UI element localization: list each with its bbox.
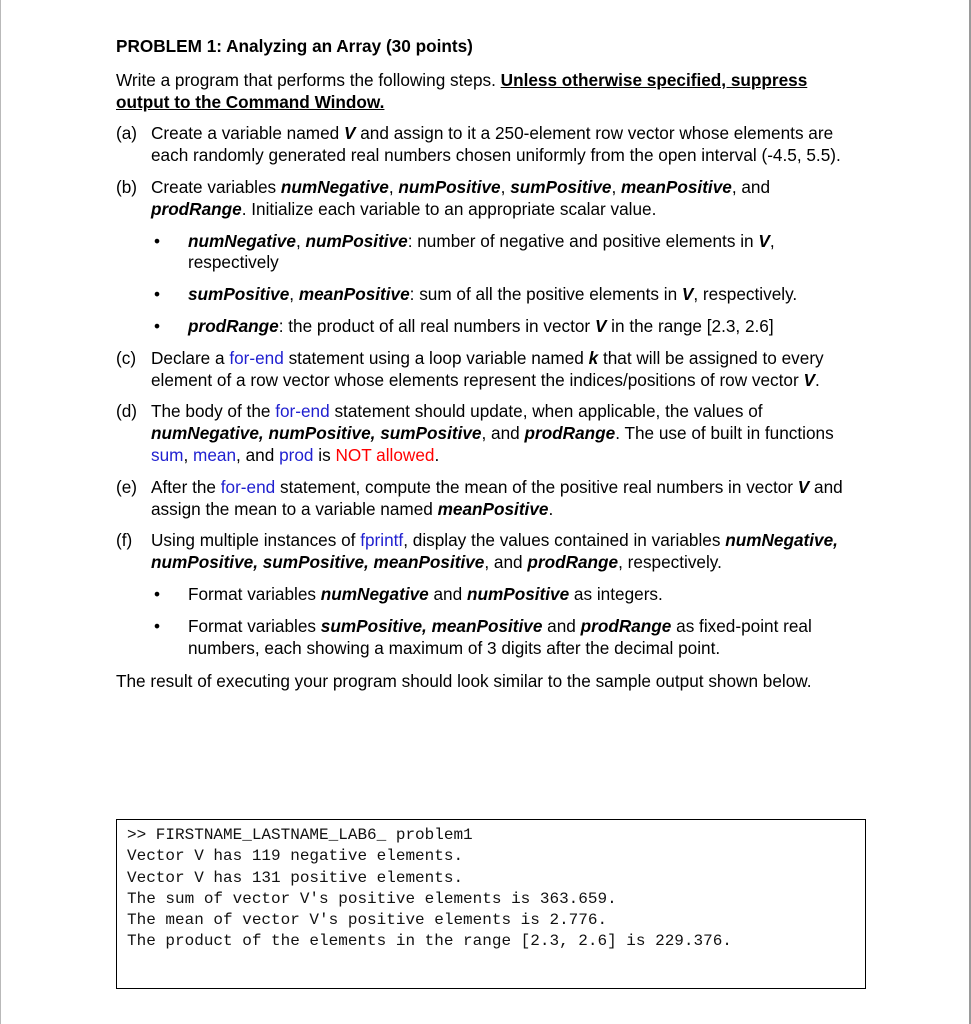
console-line: Vector V has 119 negative elements. bbox=[127, 847, 464, 866]
bullet-icon: • bbox=[154, 615, 161, 636]
closing-paragraph: The result of executing your program should look similar to the sample output shown below. bbox=[116, 671, 812, 692]
step-a: (a) Create a variable named V and assign to it a 250-element row vector whose elements are each randomly generated real numbers chosen uniformly from the open interval (-4.5, 5.5). bbox=[116, 123, 841, 166]
problem-title: PROBLEM 1: Analyzing an Array (30 points) bbox=[116, 36, 473, 56]
for-end-keyword: for-end bbox=[275, 401, 330, 422]
bullet-item: • sumPositive, meanPositive: sum of all the positive elements in V, respectively. bbox=[154, 284, 798, 305]
console-line: The mean of vector V's positive elements is 2.776. bbox=[127, 911, 608, 930]
console-line: The product of the elements in the range [2.3, 2.6] is 229.376. bbox=[127, 932, 732, 951]
bullet-icon: • bbox=[154, 315, 161, 336]
not-allowed-warning: NOT allowed bbox=[335, 444, 435, 465]
console-line: The sum of vector V's positive elements is 363.659. bbox=[127, 889, 617, 908]
fprintf-keyword: fprintf bbox=[360, 530, 404, 551]
step-d: (d) The body of the for-end statement should update, when applicable, the values of numNegative, numPositive, sumPositive, and prodRange. The use of built in functions sum, mean, and prod is NOT allowed. bbox=[116, 401, 834, 465]
step-label: (d) bbox=[116, 401, 138, 422]
mean-keyword: mean bbox=[193, 444, 237, 465]
sample-output-console bbox=[116, 819, 866, 989]
step-label: (b) bbox=[116, 176, 138, 197]
bullet-item: • Format variables numNegative and numPositive as integers. bbox=[154, 583, 663, 604]
step-label: (e) bbox=[116, 476, 138, 497]
problem-content bbox=[116, 36, 846, 695]
step-e: (e) After the for-end statement, compute the mean of the positive real numbers in vector V and assign the mean to a variable named meanPositive. bbox=[116, 476, 843, 519]
bullet-item: • prodRange: the product of all real numbers in vector V in the range [2.3, 2.6] bbox=[154, 315, 774, 336]
step-label: (f) bbox=[116, 530, 133, 551]
step-label: (c) bbox=[116, 347, 137, 368]
console-line: >> FIRSTNAME_LASTNAME_LAB6_ problem1 bbox=[127, 826, 473, 844]
bullet-icon: • bbox=[154, 284, 161, 305]
suppress-output-requirement: Unless otherwise specified, suppress output to the Command Window. bbox=[116, 69, 808, 112]
for-end-keyword: for-end bbox=[220, 476, 276, 497]
bullet-icon: • bbox=[154, 230, 161, 251]
console-line: Vector V has 131 positive elements. bbox=[127, 868, 464, 887]
step-label: (a) bbox=[116, 123, 138, 144]
bullet-item: • numNegative, numPositive: number of negative and positive elements in V, respectively bbox=[154, 230, 775, 273]
bullet-icon: • bbox=[154, 583, 161, 604]
step-b: (b) Create variables numNegative, numPositive, sumPositive, meanPositive, and prodRange. Initialize each variable to an appropriate scalar value. bbox=[116, 176, 771, 219]
intro-paragraph: Write a program that performs the following steps. Unless otherwise specified, suppress output to the Command Window. bbox=[116, 69, 808, 112]
sum-keyword: sum bbox=[151, 444, 184, 465]
step-f: (f) Using multiple instances of fprintf, display the values contained in variables numNegative, numPositive, sumPositive, meanPositive, and prodRange, respectively. bbox=[116, 530, 838, 573]
for-end-keyword: for-end bbox=[229, 347, 284, 368]
bullet-item: • Format variables sumPositive, meanPositive and prodRange as fixed-point real numbers, each showing a maximum of 3 digits after the decimal point. bbox=[154, 615, 812, 658]
prod-keyword: prod bbox=[279, 444, 314, 465]
step-c: (c) Declare a for-end statement using a loop variable named k that will be assigned to every element of a row vector whose elements represent the indices/positions of row vector V. bbox=[116, 347, 824, 390]
